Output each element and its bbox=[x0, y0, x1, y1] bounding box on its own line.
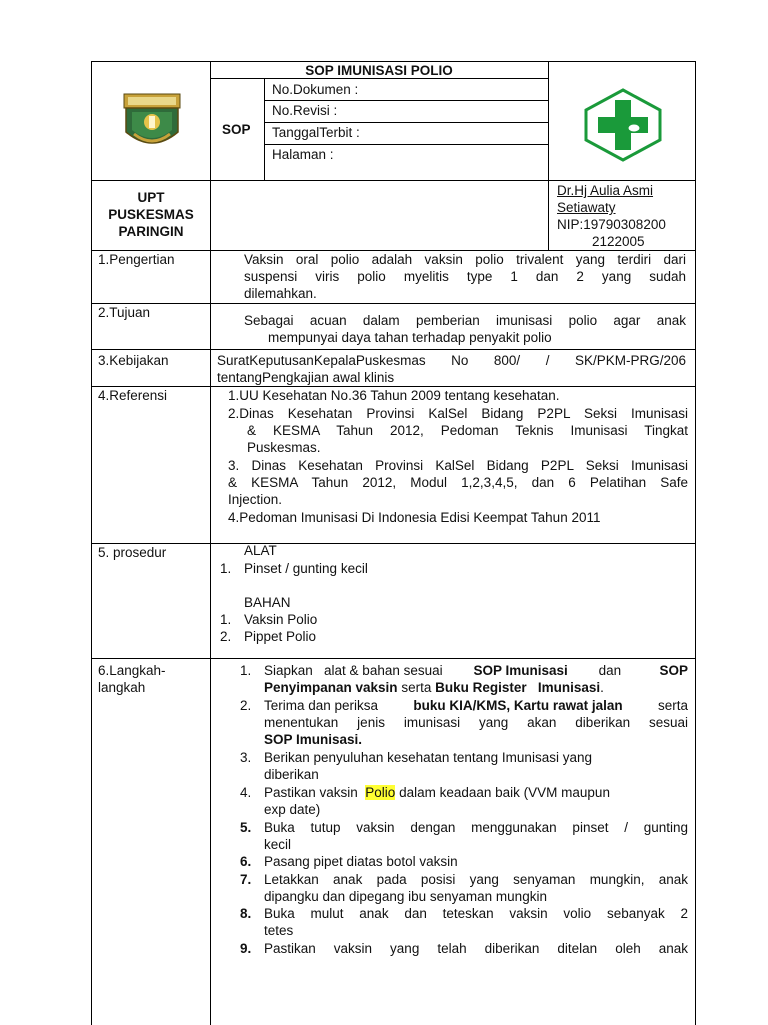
step-7-line-1: Letakkan anak pada posisi yang senyaman mungkin, anak bbox=[264, 872, 688, 887]
step-4-text-c: dalam keadaan baik (VVM maupun bbox=[395, 785, 610, 800]
step-4-num: 4. bbox=[240, 785, 252, 800]
rule-pengertian bbox=[92, 303, 695, 304]
step-4-line-1 bbox=[264, 784, 610, 802]
step-2-line-1 bbox=[264, 697, 688, 715]
bahan-item-2: Pippet Polio bbox=[244, 629, 317, 644]
bahan-heading: BAHAN bbox=[244, 595, 291, 610]
bahan-item-2-num: 2. bbox=[220, 629, 232, 644]
step-1-line-2 bbox=[264, 679, 604, 697]
step-2-text-c: serta bbox=[654, 698, 688, 713]
label-kebijakan: 3.Kebijakan bbox=[98, 353, 169, 368]
rule-header bbox=[92, 180, 695, 181]
pengertian-line-3: dilemahkan. bbox=[244, 286, 317, 301]
referensi-line-2: 2.Dinas Kesehatan Provinsi KalSel Bidang P2PL Seksi Imunisasi bbox=[228, 406, 688, 421]
bahan-item-1-num: 1. bbox=[220, 612, 232, 627]
step-8-line-1: Buka mulut anak dan teteskan vaksin volio sebanyak 2 bbox=[264, 906, 688, 921]
tujuan-line-2: mempunyai daya tahan terhadap penyakit polio bbox=[268, 330, 552, 345]
rule-referensi bbox=[92, 543, 695, 544]
step-5-line-2: kecil bbox=[264, 837, 292, 852]
pengertian-line-2: suspensi viris polio myelitis type 1 dan 2 yang sudah bbox=[244, 269, 686, 284]
step-2-text-b: buku KIA/KMS, Kartu rawat jalan bbox=[413, 698, 623, 713]
step-7-line-2: dipangku dan dipegang ibu senyaman mungkin bbox=[264, 889, 547, 904]
step-3-num: 3. bbox=[240, 750, 252, 765]
referensi-line-5: 3. Dinas Kesehatan Provinsi KalSel Bidang P2PL Seksi Imunisasi bbox=[228, 458, 688, 473]
rule-field-1 bbox=[264, 100, 548, 101]
alat-item-1: Pinset / gunting kecil bbox=[244, 561, 368, 576]
alat-item-1-num: 1. bbox=[220, 561, 232, 576]
step-1-text-f: serta bbox=[397, 680, 436, 695]
org-line-3: PARINGIN bbox=[118, 224, 184, 239]
step-1-text-a: Siapkan alat & bahan sesuai bbox=[264, 663, 447, 678]
step-1-line-1 bbox=[264, 662, 688, 680]
step-6-num: 6. bbox=[240, 854, 252, 869]
field-halaman: Halaman : bbox=[272, 147, 334, 162]
rule-v-logo bbox=[210, 62, 211, 250]
step-1-text-d: SOP bbox=[659, 663, 688, 678]
document-title: SOP IMUNISASI POLIO bbox=[305, 63, 453, 78]
regency-emblem bbox=[122, 92, 182, 154]
step-1-text-g: Buku Register Imunisasi bbox=[435, 680, 601, 695]
referensi-line-4: Puskesmas. bbox=[247, 440, 321, 455]
step-3-line-2: diberikan bbox=[264, 767, 319, 782]
step-4-highlight: Polio bbox=[365, 785, 396, 800]
step-2-text-a: Terima dan periksa bbox=[264, 698, 382, 713]
signer-nip-2: 2122005 bbox=[592, 234, 645, 249]
rule-v-label bbox=[210, 250, 211, 1025]
bahan-item-1: Vaksin Polio bbox=[244, 612, 318, 627]
puskesmas-logo bbox=[584, 88, 662, 162]
step-5-line-1: Buka tutup vaksin dengan menggunakan pinset / gunting bbox=[264, 820, 688, 835]
field-tanggal-terbit: TanggalTerbit : bbox=[272, 125, 360, 140]
kebijakan-line-1: SuratKeputusanKepalaPuskesmas No 800/ / SK/PKM-PRG/206 bbox=[217, 353, 686, 368]
kebijakan-line-2: tentangPengkajian awal klinis bbox=[217, 370, 395, 385]
rule-v-sop bbox=[264, 78, 265, 180]
step-4-text-a: Pastikan vaksin bbox=[264, 785, 366, 800]
referensi-line-6: & KESMA Tahun 2012, Modul 1,2,3,4,5, dan 6 Pelatihan Safe bbox=[228, 475, 688, 490]
field-no-dokumen: No.Dokumen : bbox=[272, 82, 359, 97]
step-1-text-e: Penyimpanan vaksin bbox=[264, 680, 398, 695]
rule-field-2 bbox=[264, 122, 548, 123]
label-langkah-2: langkah bbox=[98, 680, 146, 695]
pengertian-line-1: Vaksin oral polio adalah vaksin polio trivalent yang terdiri dari bbox=[244, 252, 686, 267]
step-5-num: 5. bbox=[240, 820, 252, 835]
step-1-num: 1. bbox=[240, 663, 252, 678]
step-3-line-1: Berikan penyuluhan kesehatan tentang Imunisasi yang bbox=[264, 750, 592, 765]
step-1-text-h: . bbox=[600, 680, 604, 695]
rule-field-3 bbox=[264, 144, 548, 145]
field-no-revisi: No.Revisi : bbox=[272, 103, 338, 118]
step-1-text-b: SOP Imunisasi bbox=[473, 663, 568, 678]
step-2-line-2: menentukan jenis imunisasi yang akan diberikan sesuai bbox=[264, 715, 688, 730]
org-line-1: UPT bbox=[137, 190, 165, 205]
step-9-line-1: Pastikan vaksin yang telah diberikan ditelan oleh anak bbox=[264, 941, 688, 956]
referensi-line-8: 4.Pedoman Imunisasi Di Indonesia Edisi Keempat Tahun 2011 bbox=[228, 510, 601, 525]
sop-label: SOP bbox=[222, 122, 251, 137]
rule-tujuan bbox=[92, 349, 695, 350]
label-tujuan: 2.Tujuan bbox=[98, 305, 151, 320]
step-8-line-2: tetes bbox=[264, 923, 294, 938]
step-4-line-2: exp date) bbox=[264, 802, 321, 817]
signer-name-2: Setiawaty bbox=[557, 200, 616, 215]
step-2-num: 2. bbox=[240, 698, 252, 713]
step-1-text-c: dan bbox=[594, 663, 633, 678]
org-line-2: PUSKESMAS bbox=[108, 207, 194, 222]
alat-heading: ALAT bbox=[244, 543, 277, 558]
referensi-line-1: 1.UU Kesehatan No.36 Tahun 2009 tentang kesehatan. bbox=[228, 388, 560, 403]
signer-nip-1: NIP:19790308200 bbox=[557, 217, 666, 232]
step-8-num: 8. bbox=[240, 906, 252, 921]
step-9-num: 9. bbox=[240, 941, 252, 956]
rule-v-right bbox=[548, 62, 549, 250]
tujuan-line-1: Sebagai acuan dalam pemberian imunisasi polio agar anak bbox=[244, 313, 686, 328]
signer-name-1: Dr.Hj Aulia Asmi bbox=[557, 183, 654, 198]
rule-prosedur bbox=[92, 658, 695, 659]
label-langkah-1: 6.Langkah- bbox=[98, 663, 166, 678]
label-pengertian: 1.Pengertian bbox=[98, 252, 175, 267]
referensi-line-3: & KESMA Tahun 2012, Pedoman Teknis Imunisasi Tingkat bbox=[247, 423, 688, 438]
label-prosedur: 5. prosedur bbox=[98, 545, 167, 560]
sop-document bbox=[91, 61, 696, 1025]
label-referensi: 4.Referensi bbox=[98, 388, 168, 403]
referensi-line-7: Injection. bbox=[228, 492, 283, 507]
step-6-line-1: Pasang pipet diatas botol vaksin bbox=[264, 854, 458, 869]
step-2-line-3: SOP Imunisasi. bbox=[264, 732, 363, 747]
step-7-num: 7. bbox=[240, 872, 252, 887]
